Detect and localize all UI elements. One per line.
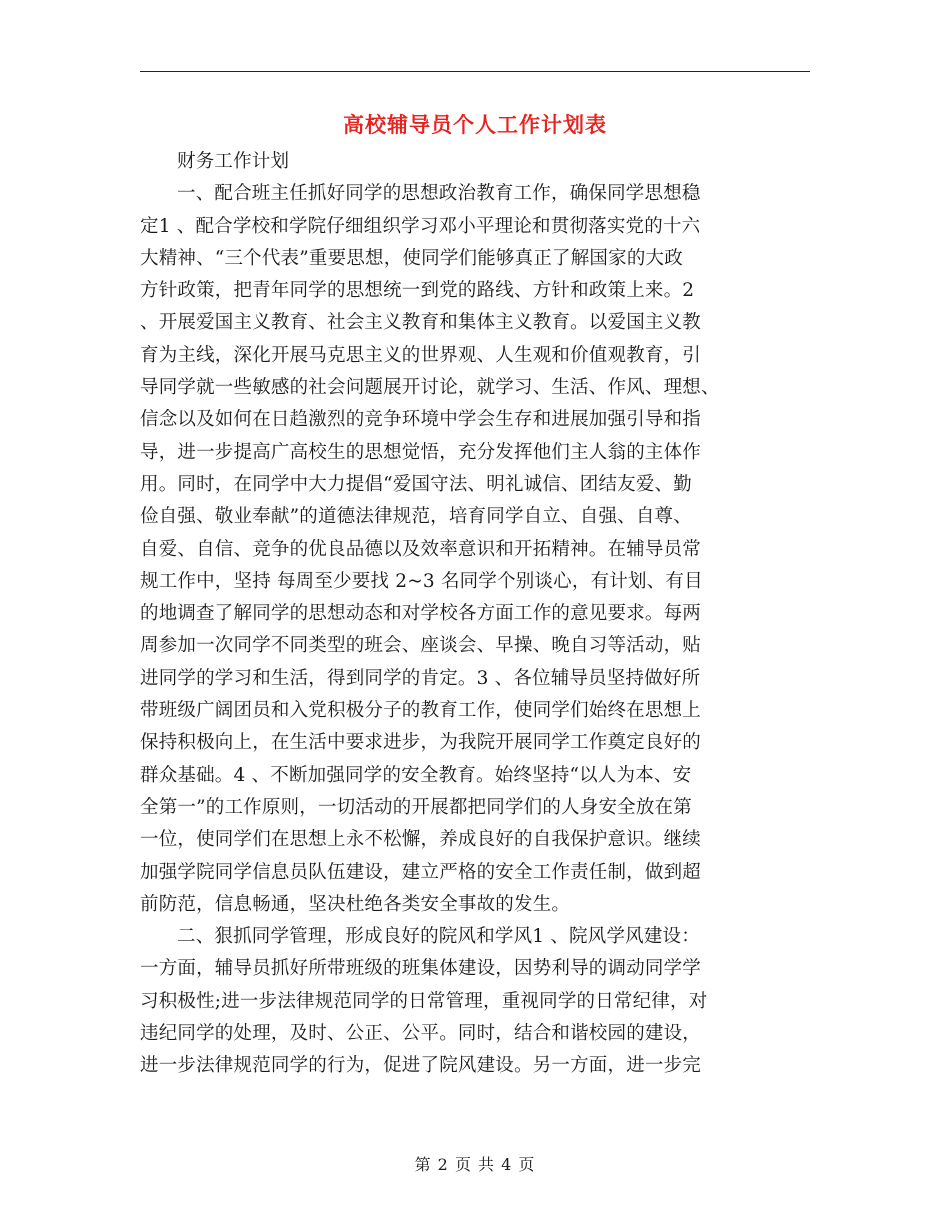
- text-line: 信念以及如何在日趋激烈的竞争环境中学会生存和进展加强引导和指: [140, 409, 702, 431]
- text-line: 导同学就一些敏感的社会问题展开讨论，就学习、生活、作风、理想、: [140, 377, 720, 399]
- text-line: 加强学院同学信息员队伍建设，建立严格的安全工作责任制，做到超: [140, 861, 702, 883]
- text-line: 一方面，辅导员抓好所带班级的班集体建设，因势利导的调动同学学: [140, 958, 702, 980]
- header-rule: [140, 71, 810, 72]
- text-line: 自爱、自信、竞争的优良品德以及效率意识和开拓精神。在辅导员常: [140, 538, 702, 560]
- text-line: 一位，使同学们在思想上永不松懈，养成良好的自我保护意识。继续: [140, 829, 702, 851]
- text-line: 用。同时，在同学中大力提倡“爱国守法、明礼诚信、团结友爱、勤: [140, 473, 692, 495]
- text-line: 一、配合班主任抓好同学的思想政治教育工作，确保同学思想稳: [177, 183, 701, 205]
- text-line: 二、狠抓同学管理，形成良好的院风和学风1 、院风学风建设：: [177, 926, 700, 948]
- text-line: 全第一”的工作原则，一切活动的开展都把同学们的人身安全放在第: [140, 796, 692, 818]
- text-line: 违纪同学的处理，及时、公正、公平。同时，结合和谐校园的建设，: [140, 1023, 702, 1045]
- text-line: 进同学的学习和生活，得到同学的肯定。3 、各位辅导员坚持做好所: [140, 667, 701, 689]
- text-line: 前防范，信息畅通，坚决杜绝各类安全事故的发生。: [140, 893, 571, 915]
- body-paragraph: [140, 921, 812, 1082]
- text-line: 的地调查了解同学的思想动态和对学校各方面工作的意见要求。每两: [140, 603, 702, 625]
- text-line: 定1 、配合学校和学院仔细组织学习邓小平理论和贯彻落实党的十六: [140, 215, 701, 237]
- text-line: 群众基础。4 、不断加强同学的安全教育。始终坚持“以人为本、安: [140, 764, 692, 786]
- text-line: 俭自强、敬业奉献”的道德法律规范，培育同学自立、自强、自尊、: [140, 506, 692, 528]
- text-line: 规工作中，坚持 每周至少要找 2~3 名同学个别谈心，有计划、有目: [140, 570, 703, 592]
- text-line: 育为主线，深化开展马克思主义的世界观、人生观和价值观教育，引: [140, 344, 702, 366]
- text-line: 、开展爱国主义教育、社会主义教育和集体主义教育。以爱国主义教: [140, 312, 702, 334]
- text-line: 方针政策，把青年同学的思想统一到党的路线、方针和政策上来。2: [140, 280, 695, 302]
- text-line: 习积极性;进一步法律规范同学的日常管理，重视同学的日常纪律，对: [140, 990, 708, 1012]
- text-line: 带班级广阔团员和入党积极分子的教育工作，使同学们始终在思想上: [140, 700, 702, 722]
- text-line: 大精神、“三个代表”重要思想，使同学们能够真正了解国家的大政: [140, 247, 683, 269]
- text-line: 导，进一步提高广高校生的思想觉悟，充分发挥他们主人翁的主体作: [140, 441, 702, 463]
- document-body: [140, 146, 812, 1083]
- page-number: 第 2 页 共 4 页: [414, 1155, 536, 1174]
- text-line: 周参加一次同学不同类型的班会、座谈会、早操、晚自习等活动，贴: [140, 635, 702, 657]
- document-title: 高校辅导员个人工作计划表: [343, 112, 607, 137]
- text-line: 进一步法律规范同学的行为，促进了院风建设。另一方面，进一步完: [140, 1055, 702, 1077]
- paragraph-container: [140, 178, 812, 1082]
- text-line: 保持积极向上，在生活中要求进步，为我院开展同学工作奠定良好的: [140, 732, 702, 754]
- body-paragraph: [140, 178, 812, 921]
- section-heading: 财务工作计划: [177, 151, 290, 172]
